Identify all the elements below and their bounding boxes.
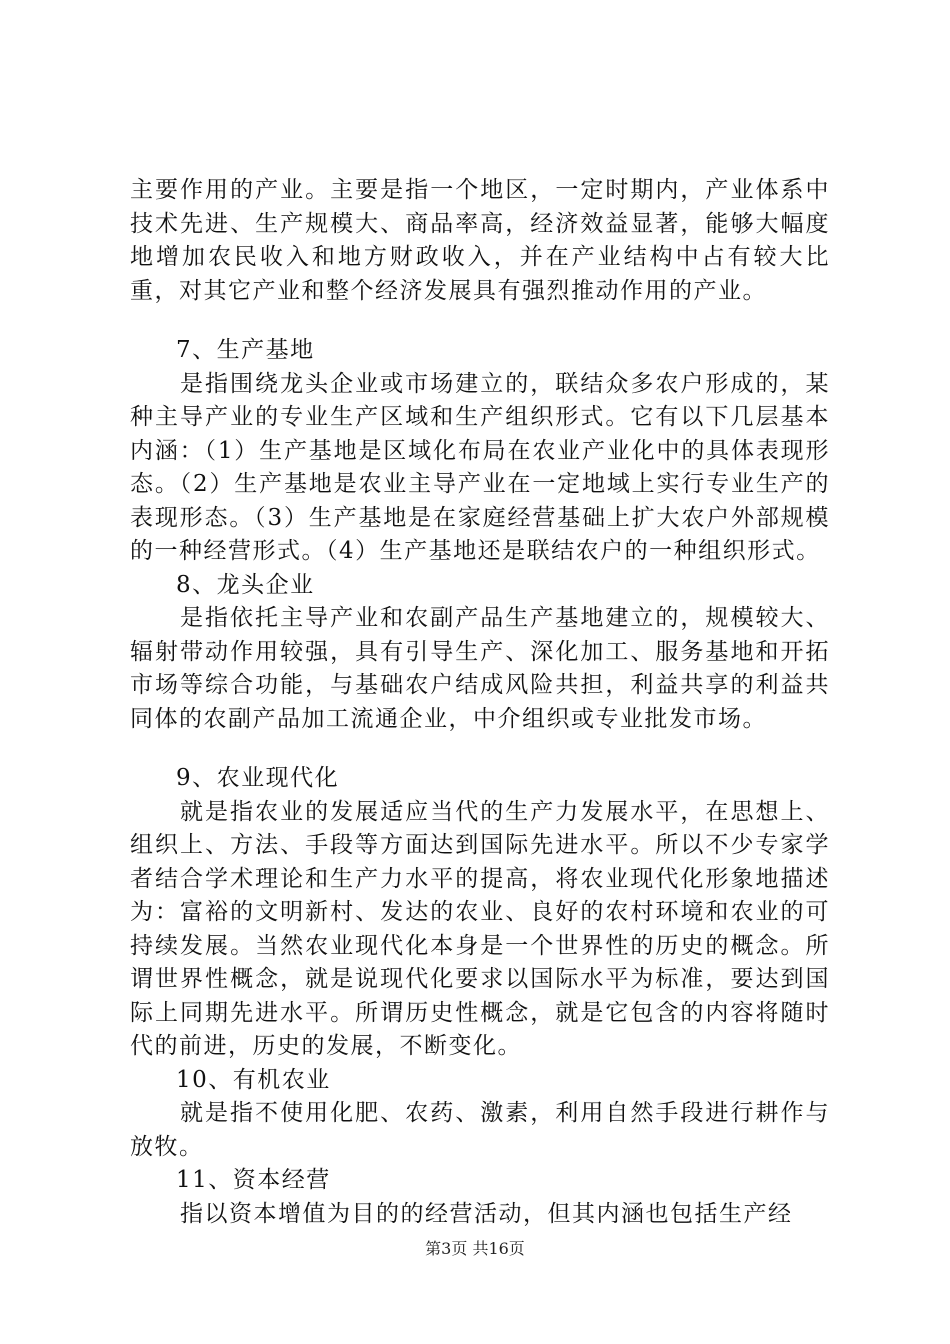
section-7	[130, 334, 830, 569]
page-number-footer: 第3页 共16页	[425, 1239, 525, 1258]
section-heading: 8、龙头企业	[176, 571, 315, 598]
section-10	[130, 1064, 830, 1165]
section-body: 是指围绕龙头企业或市场建立的，联结众多农户形成的，某种主导产业的专业生产区域和生产组织形式。它有以下几层基本内涵：（1）生产基地是区域化布局在农业产业化中的具体表现形态。（2）生产基地是农业主导产业在一定地域上实行专业生产的表现形态。（3）生产基地是在家庭经营基础上扩大农户外部规模的一种经营形式。（4）生产基地还是联结农户的一种组织形式。	[130, 370, 830, 564]
section-heading: 10、有机农业	[176, 1066, 331, 1093]
document-body	[130, 174, 830, 1231]
section-heading: 9、农业现代化	[176, 765, 340, 791]
section-body: 是指依托主导产业和农副产品生产基地建立的，规模较大、辐射带动作用较强，具有引导生产、深化加工、服务基地和开拓市场等综合功能，与基础农户结成风险共担，利益共享的利益共同体的农副产品加工流通企业，中介组织或专业批发市场。	[130, 605, 830, 732]
paragraph-gap	[130, 736, 830, 762]
section-heading: 11、资本经营	[176, 1167, 331, 1193]
paragraph-gap	[130, 308, 830, 334]
section-11	[130, 1164, 830, 1231]
section-9	[130, 762, 830, 1064]
section-body: 就是指农业的发展适应当代的生产力发展水平，在思想上、组织上、方法、手段等方面达到国际先进水平。所以不少专家学者结合学术理论和生产力水平的提高，将农业现代化形象地描述为：富裕的文明新村、发达的农业、良好的农村环境和农业的可持续发展。当然农业现代化本身是一个世界性的历史的概念。所谓世界性概念，就是说现代化要求以国际水平为标准，要达到国际上同期先进水平。所谓历史性概念，就是它包含的内容将随时代的前进，历史的发展，不断变化。	[130, 798, 830, 1059]
section-heading: 7、生产基地	[176, 337, 315, 363]
section-body: 就是指不使用化肥、农药、激素，利用自然手段进行耕作与放牧。	[130, 1100, 830, 1160]
section-8	[130, 569, 830, 737]
section-body: 指以资本增值为目的的经营活动，但其内涵也包括生产经	[180, 1200, 793, 1227]
intro-paragraph: 主要作用的产业。主要是指一个地区，一定时期内，产业体系中技术先进、生产规模大、商品率高，经济效益显著，能够大幅度地增加农民收入和地方财政收入，并在产业结构中占有较大比重，对其它产业和整个经济发展具有强烈推动作用的产业。	[130, 177, 830, 304]
